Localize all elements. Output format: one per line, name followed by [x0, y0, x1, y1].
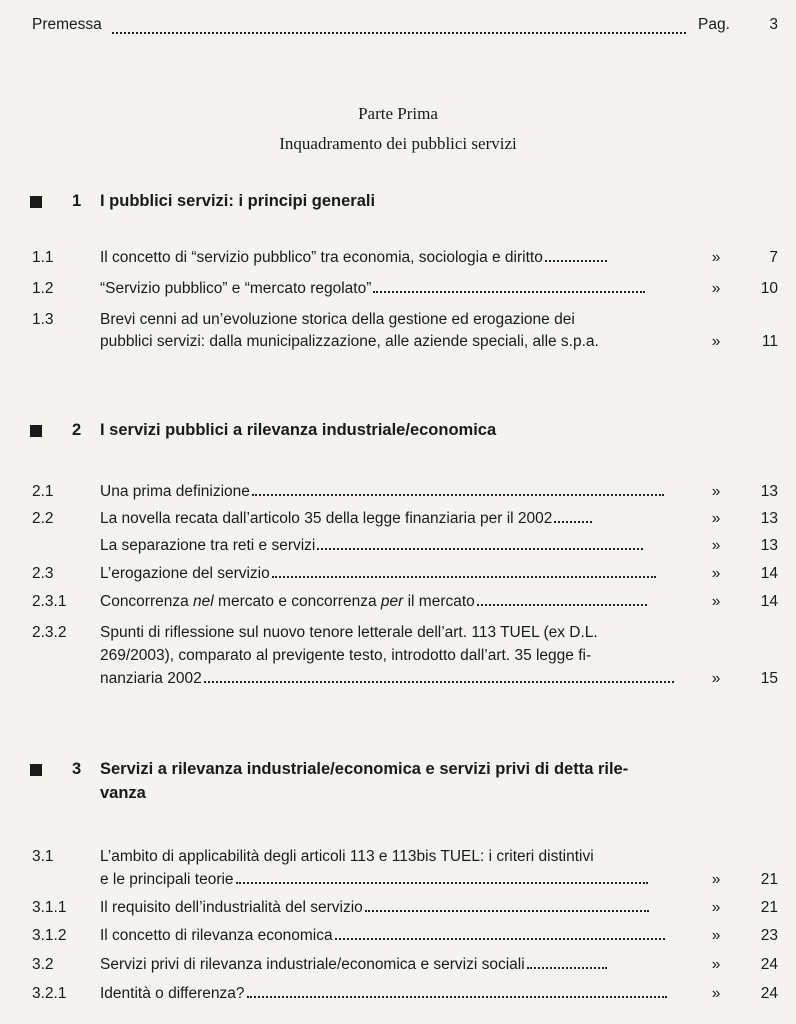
page-number: 13 — [760, 510, 778, 527]
entry-title-text: La separazione tra reti e servizi — [100, 537, 316, 554]
dot-leader — [365, 906, 649, 912]
chapter-number: 1 — [72, 192, 82, 210]
entry-number: 2.1 — [32, 483, 54, 500]
entry-title-text: Una prima definizione — [100, 483, 250, 500]
entry-title — [100, 925, 680, 947]
entry-title-text: Concorrenza — [100, 593, 194, 610]
entry-number: 2.3.1 — [32, 593, 67, 610]
ditto-mark: » — [711, 537, 721, 554]
entry-title-text: Servizi privi di rilevanza industriale/economica e servizi sociali — [100, 956, 525, 973]
ditto-mark: » — [711, 871, 721, 888]
page-number: 13 — [760, 483, 778, 500]
part-title: Parte Prima — [358, 104, 438, 123]
entry-title-text: L’erogazione del servizio — [100, 565, 270, 582]
entry-title-line-1: Brevi cenni ad un’evoluzione storica della gestione ed erogazione dei — [100, 311, 575, 328]
dot-leader — [252, 490, 664, 496]
ditto-mark: » — [711, 593, 721, 610]
entry-title-text: mercato e concorrenza — [213, 593, 381, 610]
page-number: 24 — [760, 985, 778, 1002]
entry-title — [100, 668, 680, 690]
ditto-mark: » — [711, 927, 721, 944]
entry-title-text: il mercato — [403, 593, 475, 610]
entry-title-text: La novella recata dall’articolo 35 della legge finanziaria per il 2002 — [100, 510, 553, 527]
entry-title-line-2: e le principali teorie — [100, 871, 234, 888]
dot-leader — [373, 287, 645, 293]
chapter-title-line-1: Servizi a rilevanza industriale/economica e servizi privi di detta rile- — [100, 760, 629, 778]
entry-title — [100, 247, 680, 269]
ditto-mark: » — [711, 565, 721, 582]
ditto-mark: » — [711, 280, 721, 297]
dot-leader — [112, 28, 686, 34]
entry-title — [100, 591, 680, 613]
dot-leader — [204, 677, 674, 683]
page-number: 21 — [760, 899, 778, 916]
page-number: 10 — [760, 280, 778, 297]
chapter-number: 3 — [72, 760, 82, 778]
entry-number: 2.2 — [32, 510, 54, 527]
page-number: 14 — [760, 593, 778, 610]
ditto-mark: » — [711, 333, 721, 350]
entry-title — [100, 481, 680, 503]
entry-title-line-2: pubblici servizi: dalla municipalizzazione, alle aziende speciali, alle s.p.a. — [100, 333, 599, 350]
ditto-mark: » — [711, 985, 721, 1002]
page-number: 14 — [760, 565, 778, 582]
entry-title — [100, 535, 680, 557]
entry-title-emphasis: nel — [193, 593, 214, 610]
dot-leader — [247, 992, 667, 998]
chapter-title: I pubblici servizi: i principi generali — [100, 192, 376, 210]
page-number: 11 — [761, 333, 778, 350]
chapter-number: 2 — [72, 421, 82, 439]
entry-number: 3.1.1 — [32, 899, 67, 916]
page-number: 15 — [760, 670, 778, 687]
ditto-mark: » — [711, 249, 721, 266]
page-number: 24 — [760, 956, 778, 973]
dot-leader — [236, 878, 648, 884]
entry-title-line-1: L’ambito di applicabilità degli articoli 113 e 113bis TUEL: i criteri distintivi — [100, 848, 594, 865]
dot-leader — [554, 517, 592, 523]
entry-number: 3.2.1 — [32, 985, 67, 1002]
entry-number: 3.1.2 — [32, 927, 67, 944]
entry-title-text: Il requisito dell’industrialità del servizio — [100, 899, 363, 916]
dot-leader — [317, 544, 643, 550]
premessa-label: Premessa — [32, 16, 102, 33]
entry-title-line-2: 269/2003), comparato al previgente testo, introdotto dall’art. 35 legge fi- — [100, 647, 592, 664]
entry-title — [100, 897, 680, 919]
entry-number: 1.1 — [32, 249, 54, 266]
ditto-mark: » — [711, 899, 721, 916]
ditto-mark: » — [711, 510, 721, 527]
page-prefix: Pag. — [698, 16, 730, 33]
entry-title-text: Il concetto di rilevanza economica — [100, 927, 333, 944]
ditto-mark: » — [711, 670, 721, 687]
entry-title — [100, 954, 680, 976]
part-subtitle: Inquadramento dei pubblici servizi — [279, 134, 517, 153]
square-bullet-icon — [30, 764, 42, 776]
entry-number: 1.2 — [32, 280, 54, 297]
dot-leader — [527, 963, 607, 969]
entry-title — [100, 983, 680, 1005]
chapter-title-line-2: vanza — [100, 784, 146, 802]
entry-number: 3.2 — [32, 956, 54, 973]
dot-leader — [272, 572, 656, 578]
entry-title-text: Il concetto di “servizio pubblico” tra economia, sociologia e diritto — [100, 249, 543, 266]
entry-title-text: “Servizio pubblico” e “mercato regolato” — [100, 280, 372, 297]
page-number: 3 — [769, 16, 778, 33]
entry-number: 2.3 — [32, 565, 54, 582]
ditto-mark: » — [711, 956, 721, 973]
entry-number: 1.3 — [32, 311, 54, 328]
entry-title — [100, 869, 680, 891]
entry-number: 3.1 — [32, 848, 54, 865]
entry-title-text: Identità o differenza? — [100, 985, 245, 1002]
entry-title-line-3: nanziaria 2002 — [100, 670, 202, 687]
ditto-mark: » — [711, 483, 721, 500]
dot-leader — [477, 600, 647, 606]
page-number: 23 — [760, 927, 778, 944]
entry-title-emphasis: per — [380, 593, 404, 610]
page-number: 13 — [760, 537, 778, 554]
entry-title — [100, 278, 680, 300]
square-bullet-icon — [30, 425, 42, 437]
chapter-title: I servizi pubblici a rilevanza industriale/economica — [100, 421, 497, 439]
dot-leader — [545, 256, 607, 262]
entry-title — [100, 563, 680, 585]
page-number: 7 — [769, 249, 778, 266]
entry-title — [100, 508, 680, 530]
entry-number: 2.3.2 — [32, 624, 67, 641]
page-number: 21 — [760, 871, 778, 888]
entry-title-line-1: Spunti di riflessione sul nuovo tenore letterale dell’art. 113 TUEL (ex D.L. — [100, 624, 598, 641]
square-bullet-icon — [30, 196, 42, 208]
dot-leader — [335, 934, 665, 940]
